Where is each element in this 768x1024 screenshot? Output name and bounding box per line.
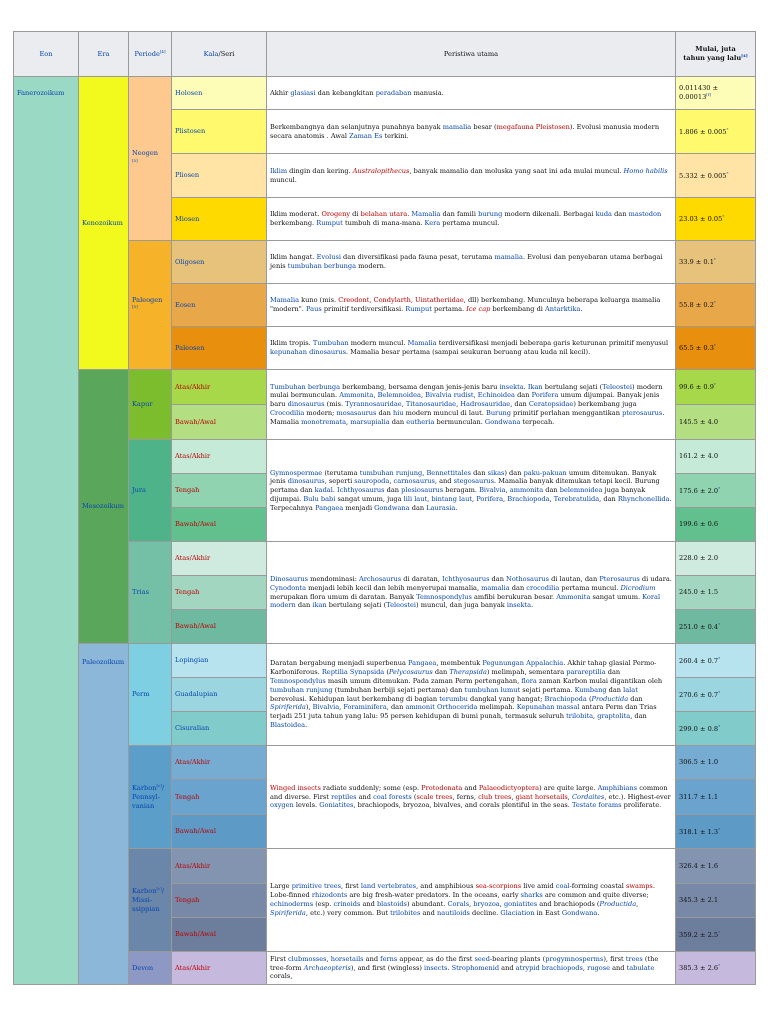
epoch-miosen[interactable]: Miosen xyxy=(172,198,267,241)
epoch-oligosen[interactable]: Oligosen xyxy=(172,241,267,284)
header-mulai: Mulai, juta tahun yang lalu[4] xyxy=(676,32,756,77)
age-trias-atas: 228.0 ± 2.0 xyxy=(676,542,756,576)
epoch-pliosen[interactable]: Pliosen xyxy=(172,154,267,198)
event-eosen: Mamalia kuno (mis. Creodont, Condylarth, Uintatheriidae, dll) berkembang. Munculnya beberapa keluarga mamalia "modern". Paus primitif terdiversifikasi. Rumput pertama. Ice cap berkembang di Antarktika. xyxy=(267,284,676,327)
event-pennsylvanian: Winged insects radiate suddenly; some (esp. Protodonata and Palaeodictyoptera) are quite large. Amphibians common and diverse. First reptiles and coal forests (scale trees, ferns, club trees, giant horsetails, Cordaites, etc.). Highest-ever oxygen levels. Goniatites, brachiopods, bryozoa, bivalves, and corals plentiful in the seas. Testate forams proliferate. xyxy=(267,746,676,849)
period-neogen[interactable]: Neogen [5] xyxy=(129,77,172,241)
header-era[interactable]: Era xyxy=(79,32,129,77)
age-plistosen: 1.806 ± 0.005* xyxy=(676,110,756,154)
era-mesozoikum[interactable]: Mesozoikum xyxy=(79,370,129,644)
epoch-miss-tengah[interactable]: Tengah xyxy=(172,884,267,918)
event-devon: First clubmosses, horsetails and ferns appear, as do the first seed-bearing plants (progymnosperms), first trees (the tree-form Archaeopteris), and first (wingless) insects. Strophomenid and atrypid brachiopods, rugose and tabulate corals, xyxy=(267,952,676,985)
epoch-penn-atas[interactable]: Atas/Akhir xyxy=(172,746,267,780)
age-lopingian: 260.4 ± 0.7* xyxy=(676,644,756,678)
epoch-kapur-bawah[interactable]: Bawah/Awal xyxy=(172,405,267,440)
header-periode[interactable]: Periode[4] xyxy=(129,32,172,77)
age-trias-tengah: 245.0 ± 1.5 xyxy=(676,576,756,610)
era-kenozoikum[interactable]: Kenozoikum xyxy=(79,77,129,370)
period-paleogen[interactable]: Paleogen [5] xyxy=(129,241,172,370)
period-devon[interactable]: Devon xyxy=(129,952,172,985)
age-jura-tengah: 175.6 ± 2.0* xyxy=(676,474,756,508)
epoch-lopingian[interactable]: Lopingian xyxy=(172,644,267,678)
age-miss-atas: 326.4 ± 1.6 xyxy=(676,849,756,884)
header-peristiwa: Peristiwa utama xyxy=(267,32,676,77)
epoch-guadalupian[interactable]: Guadalupian xyxy=(172,678,267,712)
age-kapur-atas: 99.6 ± 0.9* xyxy=(676,370,756,405)
event-miosen: Iklim moderat. Orogeny di belahan utara. Mamalia dan famili burung modern dikenali. Berbagai kuda dan mastodon berkembang. Rumput tumbuh di mana-mana. Kera pertama muncul. xyxy=(267,198,676,241)
period-kapur[interactable]: Kapur xyxy=(129,370,172,440)
age-jura-bawah: 199.6 ± 0.6 xyxy=(676,508,756,542)
age-devon-atas: 385.3 ± 2.6* xyxy=(676,952,756,985)
period-trias[interactable]: Trias xyxy=(129,542,172,644)
event-mississippian: Large primitive trees, first land vertebrates, and amphibious sea-scorpions live amid coal-forming coastal swamps. Lobe-finned rhizodonts are big fresh-water predators. In the oceans, early sharks are common and quite diverse; echinoderms (esp. crinoids and blastoids) abundant. Corals, bryozoa, goniatites and brachiopods (Productida, Spiriferida, etc.) very common. But trilobites and nautiloids decline. Glaciation in East Gondwana. xyxy=(267,849,676,952)
table-row xyxy=(14,644,756,678)
epoch-trias-tengah[interactable]: Tengah xyxy=(172,576,267,610)
epoch-holosen[interactable]: Holosen xyxy=(172,77,267,110)
epoch-jura-bawah[interactable]: Bawah/Awal xyxy=(172,508,267,542)
age-miss-tengah: 345.3 ± 2.1 xyxy=(676,884,756,918)
event-perm: Daratan bergabung menjadi superbenua Pangaea, membentuk Pegunungan Appalachia. Akhir tahap glasial Permo-Karboniferous. Reptilia Synapsida (Pelycosaurus dan Therapsida) melimpah, sementara parareptilia dan Temnospondylus masih umum ditemukan. Pada zaman Perm pertengahan, flora zaman Karbon mulai digantikan oleh tumbuhan runjung (tumbuhan berbiji sejati pertama) dan tumbuhan lumut sejati pertama. Kumbang dan lalat berevolusi. Kehidupan laut berkembang di bagian terumbu dangkal yang hangat; Brachiopoda (Productida dan Spiriferida), Bivalvia, Foraminifera, dan ammonit Orthocerida melimpah. Kepunahan massal antara Perm dan Trias terjadi 251 juta tahun yang lalu: 95 persen kehidupan di bumi punah, termasuk seluruh trilobita, graptolita, dan Blastoidea. xyxy=(267,644,676,746)
period-jura[interactable]: Jura xyxy=(129,440,172,542)
epoch-miss-atas[interactable]: Atas/Akhir xyxy=(172,849,267,884)
table-row xyxy=(14,370,756,405)
period-karbon-mississippian[interactable]: Karbon[c]/ Missi- ssippian xyxy=(129,849,172,952)
age-jura-atas: 161.2 ± 4.0 xyxy=(676,440,756,474)
event-paleosen: Iklim tropis. Tumbuhan modern muncul. Mamalia terdiversifikasi menjadi beberapa garis keturunan primitif menyusul kepunahan dinosaurus. Mamalia besar pertama (sampai seukuran beruang atau kuda nil kecil). xyxy=(267,327,676,370)
event-kapur: Tumbuhan berbunga berkembang, bersama dengan jenis-jenis baru insekta. Ikan bertulang sejati (Teleostei) modern mulai bermunculan. Ammonita, Belemnoidea, Bivalvia rudist, Echinoidea dan Porifera umum dijumpai. Banyak jenis baru dinosaurus (mis. Tyrannosauridae, Titanosauridae, Hadrosauridae, dan Ceratopsidae) berkembang juga Crocodilia modern; mosasaurus dan hiu modern muncul di laut. Burung primitif perlahan menggantikan pterosaurus. Mamalia monotremata, marsupialia dan eutheria bermunculan. Gondwana terpecah. xyxy=(267,370,676,440)
age-kapur-bawah: 145.5 ± 4.0 xyxy=(676,405,756,440)
event-pliosen: Iklim dingin dan kering. Australopithecus, banyak mamalia dan moluska yang saat ini ada mulai muncul. Homo habilis muncul. xyxy=(267,154,676,198)
age-guadalupian: 270.6 ± 0.7* xyxy=(676,678,756,712)
era-paleozoikum[interactable]: Paleozoikum xyxy=(79,644,129,985)
epoch-paleosen[interactable]: Paleosen xyxy=(172,327,267,370)
event-jura: Gymnospermae (terutama tumbuhan runjung, Bennettitales dan sikas) dan paku-pakuan umum ditemukan. Banyak jenis dinosaurus, seperti sauropoda, carnosaurus, and stegosaurus. Mamalia banyak ditemukan tetapi kecil. Burung pertama dan kadal. Ichthyosaurus dan plesiosaurus beragam. Bivalvia, ammonita dan belemnoidea juga banyak dijumpai. Bulu babi sangat umum, juga lili laut, bintang laut, Porifera, Brachiopoda, Terebratulida, dan Rhynchonellida. Terpecahnya Pangaea menjadi Gondwana dan Laurasia. xyxy=(267,440,676,542)
table-row xyxy=(14,77,756,110)
age-oligosen: 33.9 ± 0.1* xyxy=(676,241,756,284)
geologic-time-table xyxy=(13,31,756,985)
event-holosen: Akhir glasiasi dan kebangkitan peradaban manusia. xyxy=(267,77,676,110)
period-perm[interactable]: Perm xyxy=(129,644,172,746)
event-plistosen: Berkembangnya dan selanjutnya punahnya banyak mamalia besar (megafauna Pleistosen). Evolusi manusia modern secara anatomis . Awal Zaman Es terkini. xyxy=(267,110,676,154)
event-oligosen: Iklim hangat. Evolusi dan diversifikasi pada fauna pesat, terutama mamalia. Evolusi dan penyebaran utama berbagai jenis tumbuhan berbunga modern. xyxy=(267,241,676,284)
age-miosen: 23.03 ± 0.05* xyxy=(676,198,756,241)
age-trias-bawah: 251.0 ± 0.4* xyxy=(676,610,756,644)
age-pliosen: 5.332 ± 0.005* xyxy=(676,154,756,198)
epoch-penn-bawah[interactable]: Bawah/Awal xyxy=(172,815,267,849)
header-kala-seri[interactable]: Kala/Seri xyxy=(172,32,267,77)
epoch-eosen[interactable]: Eosen xyxy=(172,284,267,327)
epoch-jura-tengah[interactable]: Tengah xyxy=(172,474,267,508)
epoch-jura-atas[interactable]: Atas/Akhir xyxy=(172,440,267,474)
age-paleosen: 65.5 ± 0.3* xyxy=(676,327,756,370)
epoch-kapur-atas[interactable]: Atas/Akhir xyxy=(172,370,267,405)
age-cisuralian: 299.0 ± 0.8* xyxy=(676,712,756,746)
age-miss-bawah: 359.2 ± 2.5* xyxy=(676,918,756,952)
age-eosen: 55.8 ± 0.2* xyxy=(676,284,756,327)
event-trias: Dinosaurus mendominasi: Archosaurus di daratan, Ichthyosaurus dan Nothosaurus di lautan, dan Pterosaurus di udara. Cynodonta menjadi lebih kecil dan lebih menyerupai mamalia, mamalia dan crocodilia pertama muncul. Dicrodium merupakan flora umum di daratan. Banyak Temnospondylus amfibi berukuran besar. Ammonita sangat umum. Koral modern dan ikan bertulang sejati (Teleostei) muncul, dan juga banyak insekta. xyxy=(267,542,676,644)
epoch-trias-bawah[interactable]: Bawah/Awal xyxy=(172,610,267,644)
epoch-trias-atas[interactable]: Atas/Akhir xyxy=(172,542,267,576)
age-holosen: 0.011430 ± 0.00013[f] xyxy=(676,77,756,110)
age-penn-atas: 306.5 ± 1.0 xyxy=(676,746,756,780)
age-penn-bawah: 318.1 ± 1.3* xyxy=(676,815,756,849)
epoch-plistosen[interactable]: Plistosen xyxy=(172,110,267,154)
header-eon[interactable]: Eon xyxy=(14,32,79,77)
period-karbon-pennsylvanian[interactable]: Karbon[c]/ Pennsyl- vanian xyxy=(129,746,172,849)
epoch-cisuralian[interactable]: Cisuralian xyxy=(172,712,267,746)
epoch-devon-atas[interactable]: Atas/Akhir xyxy=(172,952,267,985)
epoch-penn-tengah[interactable]: Tengah xyxy=(172,780,267,815)
age-penn-tengah: 311.7 ± 1.1 xyxy=(676,780,756,815)
eon-fanerozoikum[interactable]: Fanerozoikum xyxy=(14,77,79,985)
epoch-miss-bawah[interactable]: Bawah/Awal xyxy=(172,918,267,952)
header-row xyxy=(14,32,756,77)
